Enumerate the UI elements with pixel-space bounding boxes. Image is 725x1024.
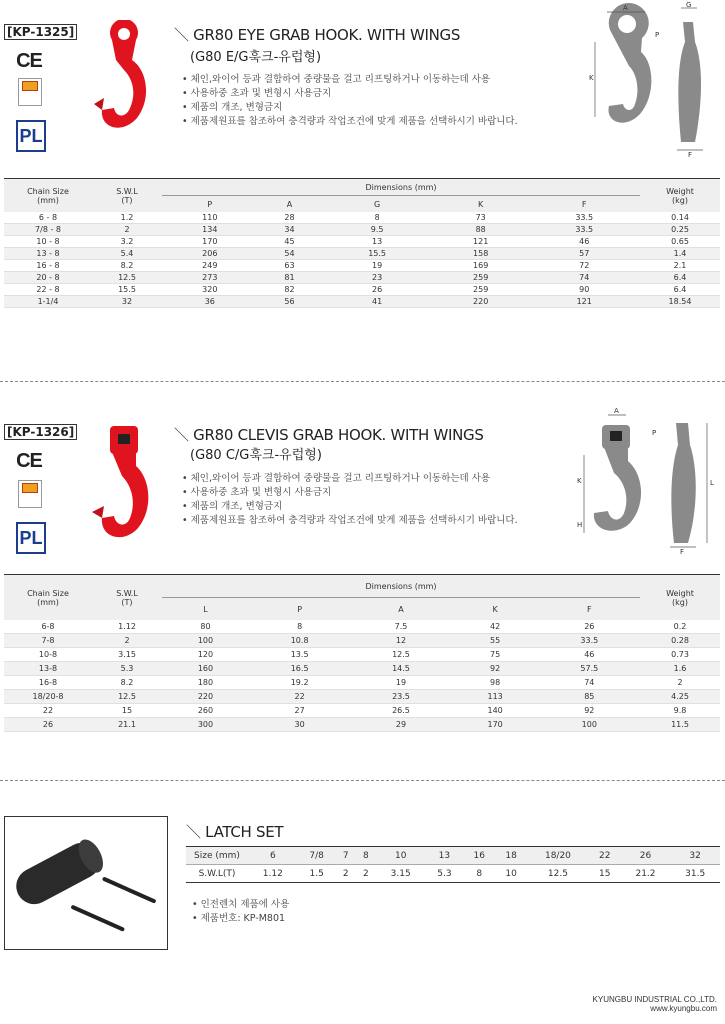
feature-list — [182, 73, 518, 129]
feature-item: • 제품제원표를 참조하여 충격량과 작업조건에 맞게 제품을 선택하시기 바랍니다. — [182, 116, 518, 127]
table-cell: 121 — [528, 296, 640, 308]
pl-mark: PL — [16, 522, 46, 554]
table-cell: 110 — [162, 212, 258, 224]
table-cell: 169 — [433, 260, 529, 272]
table-cell: 46 — [539, 648, 640, 662]
table-cell: 259 — [433, 272, 529, 284]
table-cell: 27 — [249, 704, 350, 718]
swl-label: S.W.L(T) — [186, 865, 248, 883]
table-row — [4, 690, 720, 704]
table-cell: 121 — [433, 236, 529, 248]
table-cell: 80 — [162, 620, 249, 634]
footer — [593, 995, 717, 1013]
table-cell: 260 — [162, 704, 249, 718]
table-cell: 1.4 — [640, 248, 720, 260]
table-cell: 1.12 — [92, 620, 162, 634]
size-cell: 10 — [376, 847, 426, 865]
diagram-label-a: A — [623, 4, 628, 12]
feature-item: • 사용하중 초과 및 변형시 사용금지 — [182, 88, 332, 99]
col-swl: S.W.L (T) — [92, 575, 162, 621]
table-cell: 158 — [433, 248, 529, 260]
table-cell: 45 — [258, 236, 322, 248]
table-cell: 92 — [539, 704, 640, 718]
table-cell: 13 - 8 — [4, 248, 92, 260]
table-cell: 28 — [258, 212, 322, 224]
title-text: GR80 CLEVIS GRAB HOOK. WITH WINGS — [193, 426, 484, 444]
table-cell: 15.5 — [92, 284, 162, 296]
ce-mark: CE — [16, 450, 42, 472]
table-cell: 19.2 — [249, 676, 350, 690]
table-cell: 10.8 — [249, 634, 350, 648]
size-cell: 32 — [670, 847, 720, 865]
swl-cell: 3.15 — [376, 865, 426, 883]
swl-cell: 2 — [356, 865, 376, 883]
table-cell: 1.6 — [640, 662, 720, 676]
size-label: Size (mm) — [186, 847, 248, 865]
table-cell: 57 — [528, 248, 640, 260]
table-cell: 220 — [433, 296, 529, 308]
table-cell: 206 — [162, 248, 258, 260]
table-cell: 0.73 — [640, 648, 720, 662]
table-cell: 220 — [162, 690, 249, 704]
product-code: [KP-1325] — [4, 24, 77, 40]
table-cell: 12.5 — [350, 648, 451, 662]
table-cell: 88 — [433, 224, 529, 236]
swl-cell: 15 — [589, 865, 621, 883]
feature-item: • 체인,와이어 등과 결합하여 중량물을 걸고 리프팅하거나 이동하는데 사용 — [182, 74, 491, 85]
feature-item: • 제품의 개조, 변형금지 — [182, 501, 283, 512]
size-cell: 22 — [589, 847, 621, 865]
table-row — [4, 676, 720, 690]
table-cell: 18.54 — [640, 296, 720, 308]
section-divider — [0, 381, 725, 382]
table-cell: 320 — [162, 284, 258, 296]
table-cell: 10 - 8 — [4, 236, 92, 248]
size-cell: 18/20 — [527, 847, 589, 865]
table-cell: 11.5 — [640, 718, 720, 732]
table-row — [4, 224, 720, 236]
table-cell: 3.15 — [92, 648, 162, 662]
table-cell: 9.8 — [640, 704, 720, 718]
table-cell: 120 — [162, 648, 249, 662]
table-cell: 34 — [258, 224, 322, 236]
kc-mark-icon — [18, 480, 42, 508]
size-cell: 26 — [621, 847, 671, 865]
table-row — [4, 704, 720, 718]
table-cell: 8 — [249, 620, 350, 634]
table-row — [4, 296, 720, 308]
swl-cell: 10 — [495, 865, 527, 883]
table-cell: 29 — [350, 718, 451, 732]
note-item: • 제품번호: KP-M801 — [192, 913, 286, 924]
eye-grab-hook-image — [82, 20, 162, 140]
col-p: P — [162, 196, 258, 213]
col-f: F — [528, 196, 640, 213]
table-cell: 180 — [162, 676, 249, 690]
latch-notes — [192, 898, 289, 926]
table-row — [4, 248, 720, 260]
table-cell: 57.5 — [539, 662, 640, 676]
diagram-label-k: K — [577, 477, 582, 485]
table-cell: 74 — [528, 272, 640, 284]
table-cell: 134 — [162, 224, 258, 236]
table-cell: 46 — [528, 236, 640, 248]
feature-item: • 제품제원표를 참조하여 충격량과 작업조건에 맞게 제품을 선택하시기 바랍니다. — [182, 515, 518, 526]
product-title: ＼ GR80 CLEVIS GRAB HOOK. WITH WINGS — [174, 426, 484, 444]
table-cell: 33.5 — [528, 212, 640, 224]
table-cell: 0.14 — [640, 212, 720, 224]
col-a: A — [350, 598, 451, 621]
col-k: K — [452, 598, 539, 621]
table-cell: 19 — [350, 676, 451, 690]
table-cell: 7.5 — [350, 620, 451, 634]
diagram-label-p: P — [652, 429, 657, 437]
table-row — [4, 272, 720, 284]
col-k: K — [433, 196, 529, 213]
table-cell: 22 — [4, 704, 92, 718]
swl-cell: 1.12 — [248, 865, 298, 883]
feature-item: • 제품의 개조, 변형금지 — [182, 102, 283, 113]
col-p: P — [249, 598, 350, 621]
table-cell: 8 — [321, 212, 432, 224]
diagram-label-f: F — [680, 548, 685, 555]
table-cell: 22 - 8 — [4, 284, 92, 296]
table-cell: 56 — [258, 296, 322, 308]
diagram-label-p: P — [655, 31, 660, 39]
table-cell: 72 — [528, 260, 640, 272]
table-cell: 7/8 - 8 — [4, 224, 92, 236]
col-dimensions: Dimensions (mm) — [162, 575, 640, 598]
size-cell: 8 — [356, 847, 376, 865]
size-cell: 6 — [248, 847, 298, 865]
col-weight: Weight (kg) — [640, 575, 720, 621]
table-cell: 33.5 — [539, 634, 640, 648]
swl-cell: 2 — [336, 865, 356, 883]
table-cell: 160 — [162, 662, 249, 676]
table-cell: 75 — [452, 648, 539, 662]
diagram-label-l: L — [710, 479, 714, 487]
diagram-label-h: H — [577, 521, 583, 529]
table-cell: 55 — [452, 634, 539, 648]
col-f: F — [539, 598, 640, 621]
table-cell: 5.4 — [92, 248, 162, 260]
company-name: KYUNGBU INDUSTRIAL CO.,LTD. — [592, 995, 717, 1004]
table-cell: 1-1/4 — [4, 296, 92, 308]
table-cell: 30 — [249, 718, 350, 732]
size-cell: 7 — [336, 847, 356, 865]
size-cell: 16 — [463, 847, 495, 865]
title-text: GR80 EYE GRAB HOOK. WITH WINGS — [193, 26, 461, 44]
table-cell: 12 — [350, 634, 451, 648]
table-row — [4, 236, 720, 248]
table-cell: 170 — [162, 236, 258, 248]
swl-cell: 12.5 — [527, 865, 589, 883]
note-item: • 인전렌치 제품에 사용 — [192, 899, 290, 910]
diagram-label-g: G — [686, 2, 692, 9]
swl-cell: 8 — [463, 865, 495, 883]
feature-list — [182, 472, 518, 528]
clevis-grab-hook-image — [82, 422, 162, 552]
table-cell: 42 — [452, 620, 539, 634]
latch-set-table — [186, 846, 720, 883]
table-cell: 63 — [258, 260, 322, 272]
feature-item: • 체인,와이어 등과 결합하여 중량물을 걸고 리프팅하거나 이동하는데 사용 — [182, 473, 491, 484]
table-cell: 98 — [452, 676, 539, 690]
table-row — [4, 718, 720, 732]
col-chain-size: Chain Size (mm) — [4, 179, 92, 213]
col-dimensions: Dimensions (mm) — [162, 179, 640, 196]
table-cell: 73 — [433, 212, 529, 224]
swl-cell: 21.2 — [621, 865, 671, 883]
title-text: LATCH SET — [205, 823, 284, 841]
table-cell: 23 — [321, 272, 432, 284]
table-cell: 7-8 — [4, 634, 92, 648]
table-cell: 140 — [452, 704, 539, 718]
table-row — [4, 662, 720, 676]
table-row — [4, 634, 720, 648]
pl-mark: PL — [16, 120, 46, 152]
diagram-label-k: K — [589, 74, 594, 82]
table-cell: 82 — [258, 284, 322, 296]
table-cell: 16.5 — [249, 662, 350, 676]
eye-hook-dimension-diagram — [585, 2, 720, 157]
table-cell: 8.2 — [92, 260, 162, 272]
table-cell: 41 — [321, 296, 432, 308]
table-cell: 92 — [452, 662, 539, 676]
table-cell: 85 — [539, 690, 640, 704]
kc-mark-icon — [18, 78, 42, 106]
col-swl: S.W.L (T) — [92, 179, 162, 213]
table-cell: 13.5 — [249, 648, 350, 662]
table-cell: 0.65 — [640, 236, 720, 248]
clevis-hook-dimension-diagram — [572, 405, 722, 555]
table-cell: 8.2 — [92, 676, 162, 690]
table-cell: 9.5 — [321, 224, 432, 236]
table-cell: 170 — [452, 718, 539, 732]
col-weight: Weight (kg) — [640, 179, 720, 213]
table-cell: 26.5 — [350, 704, 451, 718]
table-cell: 2 — [92, 634, 162, 648]
section-divider — [0, 780, 725, 781]
table-row — [4, 260, 720, 272]
table-cell: 32 — [92, 296, 162, 308]
table-row — [4, 620, 720, 634]
table-cell: 21.1 — [92, 718, 162, 732]
table-cell: 26 — [321, 284, 432, 296]
table-cell: 90 — [528, 284, 640, 296]
table-cell: 10-8 — [4, 648, 92, 662]
table-cell: 0.2 — [640, 620, 720, 634]
table-cell: 13 — [321, 236, 432, 248]
table-cell: 6.4 — [640, 272, 720, 284]
size-cell: 13 — [426, 847, 464, 865]
table-cell: 18/20-8 — [4, 690, 92, 704]
table-cell: 300 — [162, 718, 249, 732]
table-cell: 15 — [92, 704, 162, 718]
table-cell: 6.4 — [640, 284, 720, 296]
ce-mark: CE — [16, 50, 42, 72]
table-cell: 3.2 — [92, 236, 162, 248]
table-row — [4, 284, 720, 296]
diagram-label-a: A — [614, 407, 619, 415]
table-cell: 81 — [258, 272, 322, 284]
product-subtitle: (G80 E/G훅크-유럽형) — [190, 50, 322, 65]
table-cell: 113 — [452, 690, 539, 704]
table-cell: 36 — [162, 296, 258, 308]
table-cell: 26 — [539, 620, 640, 634]
col-chain-size: Chain Size (mm) — [4, 575, 92, 621]
table-cell: 13-8 — [4, 662, 92, 676]
table-cell: 2 — [92, 224, 162, 236]
table-cell: 6-8 — [4, 620, 92, 634]
table-cell: 33.5 — [528, 224, 640, 236]
latch-set-title: ＼ LATCH SET — [186, 823, 284, 841]
product-subtitle: (G80 C/G훅크-유럽형) — [190, 448, 322, 463]
col-g: G — [321, 196, 432, 213]
table-cell: 273 — [162, 272, 258, 284]
diagram-label-f: F — [688, 151, 693, 157]
table-cell: 100 — [539, 718, 640, 732]
table-cell: 4.25 — [640, 690, 720, 704]
size-cell: 18 — [495, 847, 527, 865]
table-cell: 12.5 — [92, 272, 162, 284]
table-cell: 259 — [433, 284, 529, 296]
table-cell: 14.5 — [350, 662, 451, 676]
table-cell: 6 - 8 — [4, 212, 92, 224]
table-cell: 249 — [162, 260, 258, 272]
latch-set-image — [4, 816, 168, 950]
col-a: A — [258, 196, 322, 213]
spec-table-kp1326 — [4, 574, 720, 732]
table-row — [4, 648, 720, 662]
table-cell: 23.5 — [350, 690, 451, 704]
table-cell: 100 — [162, 634, 249, 648]
table-cell: 12.5 — [92, 690, 162, 704]
table-cell: 5.3 — [92, 662, 162, 676]
swl-cell: 31.5 — [670, 865, 720, 883]
spec-table-kp1325 — [4, 178, 720, 308]
table-cell: 1.2 — [92, 212, 162, 224]
table-cell: 20 - 8 — [4, 272, 92, 284]
swl-cell: 1.5 — [298, 865, 336, 883]
size-cell: 7/8 — [298, 847, 336, 865]
table-cell: 0.25 — [640, 224, 720, 236]
website: www.kyungbu.com — [650, 1004, 717, 1013]
table-cell: 74 — [539, 676, 640, 690]
feature-item: • 사용하중 초과 및 변형시 사용금지 — [182, 487, 332, 498]
product-code: [KP-1326] — [4, 424, 77, 440]
table-cell: 26 — [4, 718, 92, 732]
table-cell: 2.1 — [640, 260, 720, 272]
swl-cell: 5.3 — [426, 865, 464, 883]
table-cell: 19 — [321, 260, 432, 272]
table-row — [4, 212, 720, 224]
table-cell: 15.5 — [321, 248, 432, 260]
table-cell: 54 — [258, 248, 322, 260]
table-cell: 16 - 8 — [4, 260, 92, 272]
table-cell: 0.28 — [640, 634, 720, 648]
col-l: L — [162, 598, 249, 621]
product-title: ＼ GR80 EYE GRAB HOOK. WITH WINGS — [174, 26, 461, 44]
table-cell: 2 — [640, 676, 720, 690]
table-cell: 22 — [249, 690, 350, 704]
table-cell: 16-8 — [4, 676, 92, 690]
